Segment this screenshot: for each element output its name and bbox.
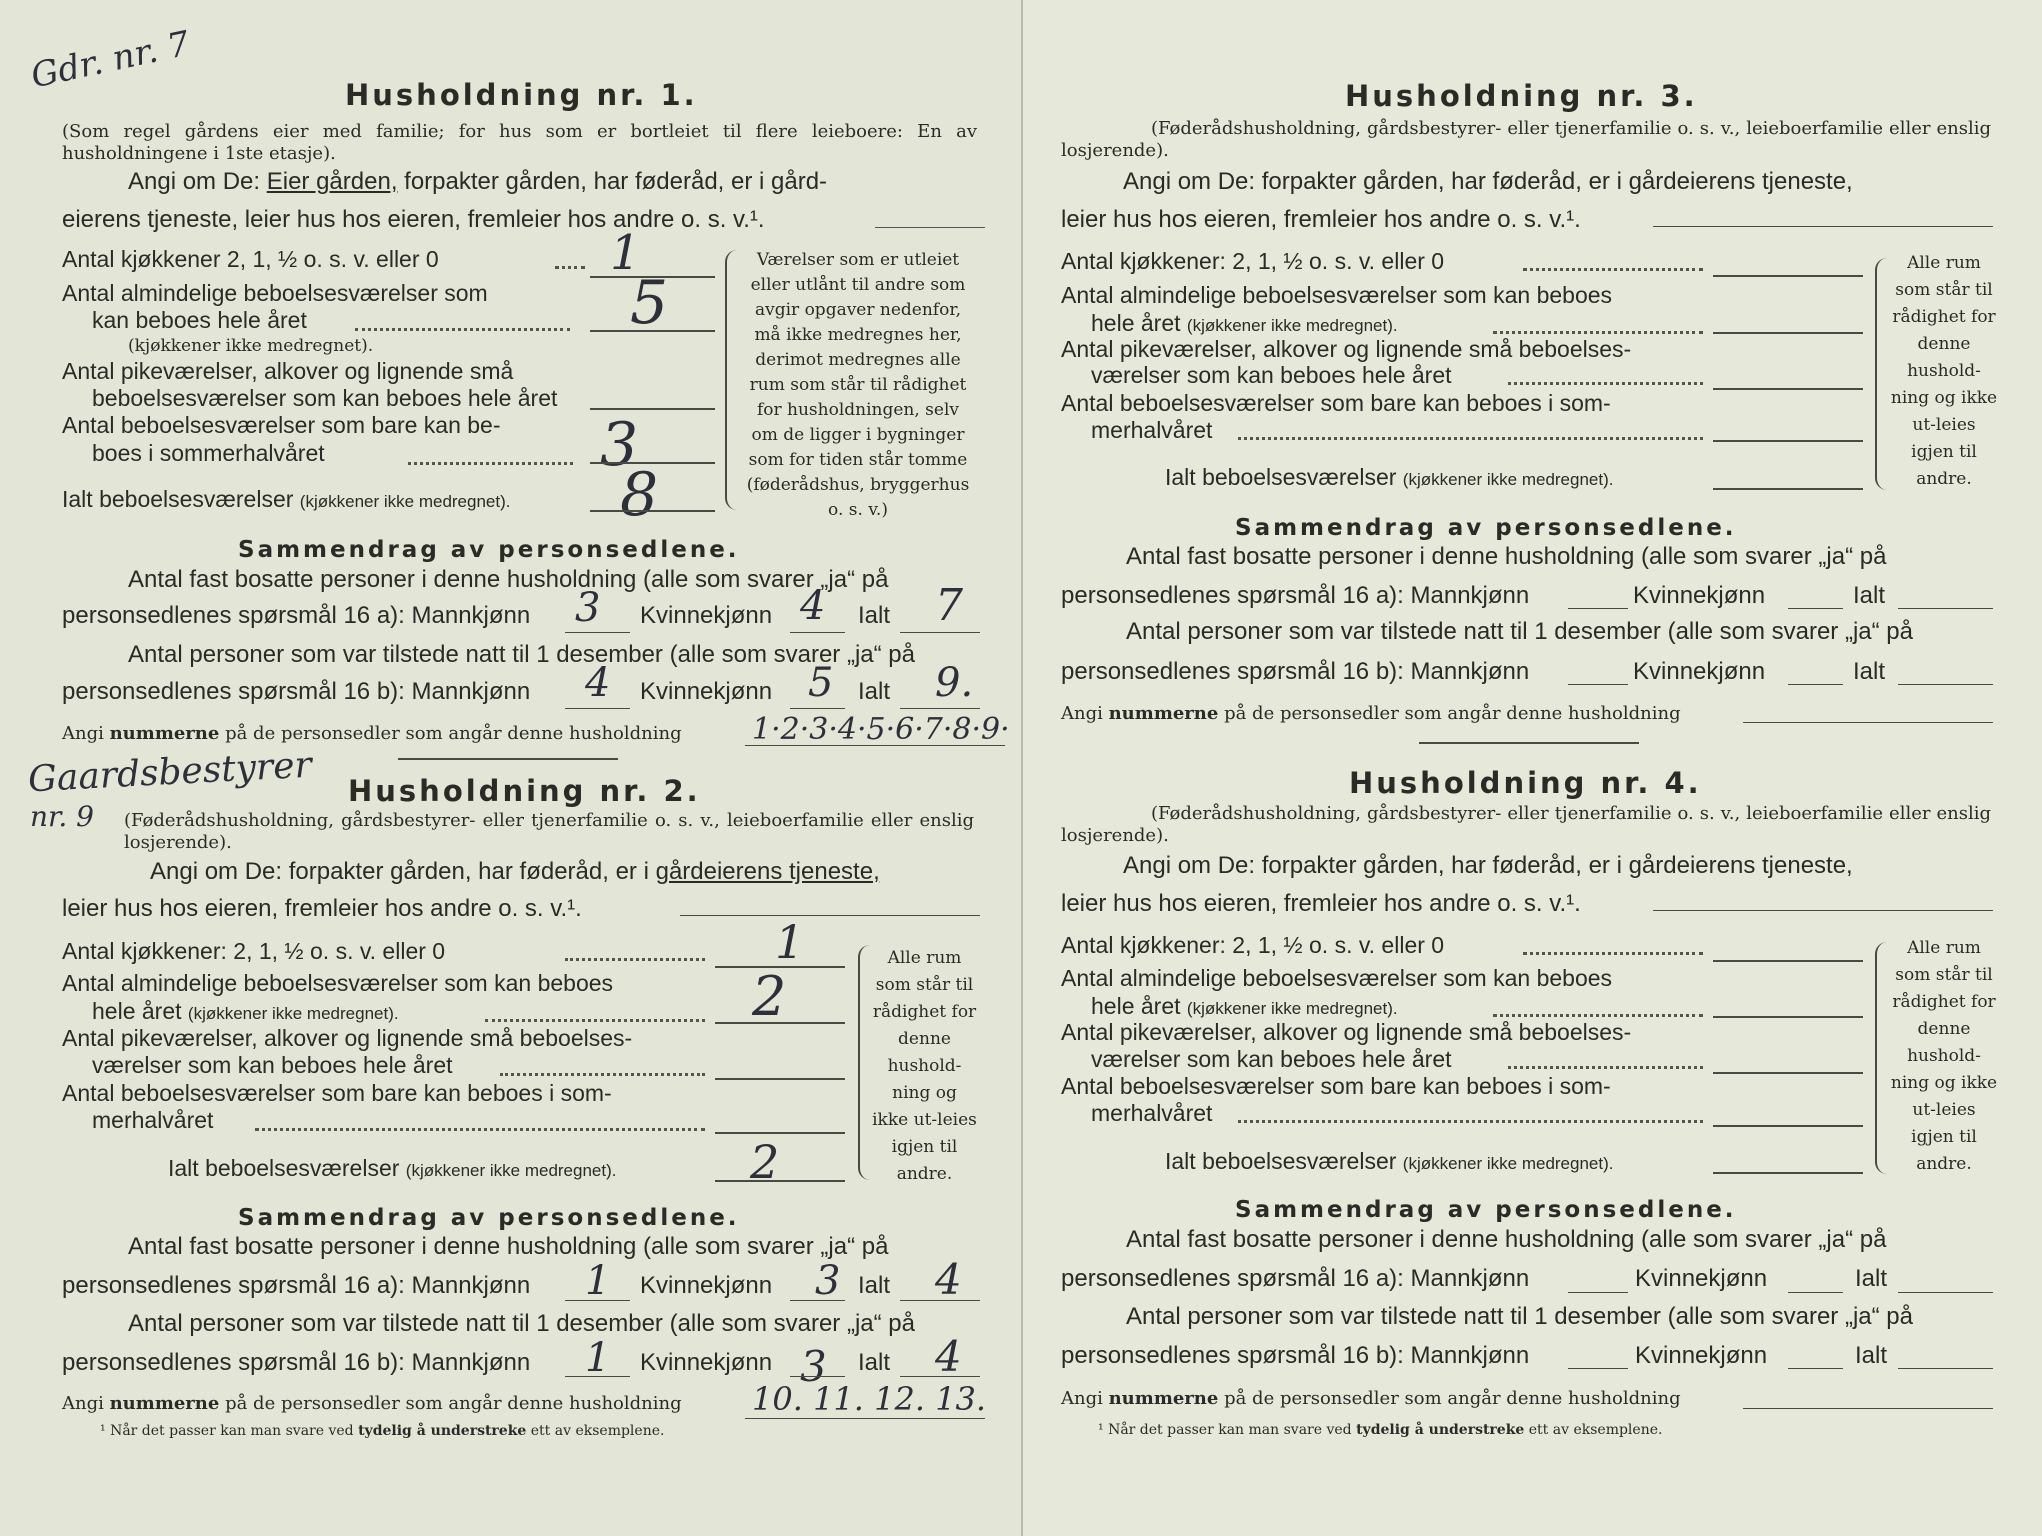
- dots: [555, 266, 585, 269]
- right-footnote: ¹ Når det passer kan man svare ved tydelig å understreke ett av eksemplene.: [1098, 1422, 1663, 1438]
- h2-tilst-kvinne-label: Kvinnekjønn: [640, 1349, 773, 1376]
- h1-alm-value: 5: [630, 268, 669, 338]
- rule: [1713, 440, 1863, 442]
- h1-fast-ialt-value: 7: [935, 580, 963, 631]
- rule: [590, 330, 715, 332]
- h3-sommer-a: Antal beboelsesværelser som bare kan beboes i som-: [1061, 390, 1611, 416]
- h2-title: Husholdning nr. 2.: [348, 774, 701, 808]
- h2-ialt-label: Ialt beboelsesværelser (kjøkkener ikke medregnet).: [168, 1155, 617, 1181]
- h2-alm-value: 2: [752, 965, 787, 1028]
- rule: [1568, 684, 1628, 685]
- rule: [1788, 1368, 1843, 1369]
- h3-nummer-label: Angi nummerne på de personsedler som angår denne husholdning: [1061, 703, 1681, 724]
- h2-nummer-value: 10. 11. 12. 13.: [752, 1380, 987, 1418]
- h4-pike-a: Antal pikeværelser, alkover og lignende små beboelses-: [1061, 1019, 1632, 1045]
- h1-summary-title: Sammendrag av personsedlene.: [238, 537, 740, 563]
- h2-tilst-line: personsedlenes spørsmål 16 b): Mannkjønn: [62, 1349, 531, 1376]
- h4-nummer-label: Angi nummerne på de personsedler som angår denne husholdning: [1061, 1388, 1681, 1409]
- h1-tilst-line: personsedlenes spørsmål 16 b): Mannkjønn: [62, 678, 531, 705]
- h4-alm-a: Antal almindelige beboelsesværelser som kan beboes: [1061, 965, 1613, 991]
- dots: [255, 1128, 705, 1131]
- rule: [790, 708, 845, 709]
- h3-tilst-kvinne-label: Kvinnekjønn: [1633, 658, 1766, 685]
- h1-fast-mann-value: 3: [575, 585, 601, 631]
- rule: [1788, 684, 1843, 685]
- h1-note: (Som regel gårdens eier med familie; for hus som er bortleiet til flere leieboere: En av husholdningene i 1ste etasje).: [62, 121, 977, 164]
- dots: [1523, 268, 1703, 271]
- h3-angi-line1: Angi om De: forpakter gården, har føderåd, er i gårdeierens tjeneste,: [1123, 168, 1853, 195]
- h1-tilst-ialt-label: Ialt: [858, 678, 891, 705]
- h4-fast-line: personsedlenes spørsmål 16 a): Mannkjønn: [1061, 1265, 1530, 1292]
- h4-fast-a: Antal fast bosatte personer i denne husholdning (alle som svarer „ja“ på: [1126, 1226, 1887, 1253]
- h1-fast-line: personsedlenes spørsmål 16 a): Mannkjønn: [62, 602, 531, 629]
- h4-note: (Føderådshusholdning, gårdsbestyrer- eller tjenerfamilie o. s. v., leieboerfamilie eller enslig losjerende).: [1061, 803, 1991, 846]
- h2-tjeneste-underlined: gårdeierens tjeneste,: [655, 858, 880, 885]
- h1-nummer-label: Angi nummerne på de personsedler som angår denne husholdning: [62, 723, 682, 744]
- h1-tilst-kvinne-value: 5: [808, 660, 834, 706]
- dots: [1238, 437, 1703, 440]
- dots: [485, 1019, 705, 1022]
- h2-fast-ialt-value: 4: [935, 1255, 962, 1304]
- dots: [1508, 382, 1703, 385]
- h1-sommer-a: Antal beboelsesværelser som bare kan be-: [62, 412, 501, 438]
- h3-ialt-label: Ialt beboelsesværelser (kjøkkener ikke medregnet).: [1165, 464, 1614, 490]
- h1-sommer-value: 3: [600, 410, 639, 480]
- rule: [1568, 1292, 1628, 1293]
- rule: [715, 1078, 845, 1080]
- h4-angi-line1: Angi om De: forpakter gården, har føderåd, er i gårdeierens tjeneste,: [1123, 852, 1853, 879]
- h3-brace: [1875, 258, 1889, 490]
- dots: [1238, 1120, 1703, 1123]
- rule: [715, 1132, 845, 1134]
- h2-pike-b: værelser som kan beboes hele året: [92, 1052, 453, 1078]
- rule: [1713, 1016, 1863, 1018]
- dots: [1493, 331, 1703, 334]
- h4-sommer-a: Antal beboelsesværelser som bare kan beboes i som-: [1061, 1073, 1611, 1099]
- rule: [790, 632, 845, 633]
- h3-separator: [1419, 742, 1639, 744]
- right-page: [1021, 0, 2042, 1536]
- rule: [715, 1022, 845, 1024]
- h1-alm-a: Antal almindelige beboelsesværelser som: [62, 280, 488, 306]
- h1-tilst-a: Antal personer som var tilstede natt til 1 desember (alle som svarer „ja“ på: [128, 641, 915, 668]
- h1-fast-ialt-label: Ialt: [858, 602, 891, 629]
- rule: [900, 1300, 980, 1301]
- h1-ialt-value: 8: [620, 460, 659, 530]
- rule: [565, 632, 630, 633]
- rule: [1713, 488, 1863, 490]
- h3-fast-a: Antal fast bosatte personer i denne husholdning (alle som svarer „ja“ på: [1126, 543, 1887, 570]
- rule: [1713, 332, 1863, 334]
- h2-nummer-label: Angi nummerne på de personsedler som angår denne husholdning: [62, 1393, 682, 1414]
- h3-side-note: Alle rum som står til rådighet for denne hushold-ning og ikke ut-leies igjen til andre.: [1890, 253, 1998, 489]
- h4-fast-ialt-label: Ialt: [1855, 1265, 1888, 1292]
- rule: [1788, 608, 1843, 609]
- h1-sommer-b: boes i sommerhalvåret: [92, 440, 325, 466]
- h4-fast-kvinne-label: Kvinnekjønn: [1635, 1265, 1768, 1292]
- margin-note-nr9: nr. 9: [30, 800, 94, 833]
- h3-fast-ialt-label: Ialt: [1853, 582, 1886, 609]
- h2-kjokken-label: Antal kjøkkener: 2, 1, ½ o. s. v. eller 0: [62, 938, 446, 964]
- h2-brace: [858, 945, 872, 1180]
- h1-tilst-kvinne-label: Kvinnekjønn: [640, 678, 773, 705]
- h1-ialt-label: Ialt beboelsesværelser (kjøkkener ikke medregnet).: [62, 486, 511, 512]
- h4-title: Husholdning nr. 4.: [1349, 766, 1702, 800]
- h1-brace: [725, 250, 741, 510]
- h2-angi-line2: leier hus hos eieren, fremleier hos andre o. s. v.¹.: [62, 895, 582, 922]
- h1-pike-a: Antal pikeværelser, alkover og lignende små: [62, 358, 514, 384]
- h4-tilst-ialt-label: Ialt: [1855, 1342, 1888, 1369]
- h2-angi-line1: Angi om De: forpakter gården, har føderåd, er i gårdeierens tjeneste,: [150, 858, 880, 885]
- h3-alm-b-line: hele året (kjøkkener ikke medregnet).: [1091, 310, 1398, 336]
- rule: [565, 1300, 630, 1301]
- dots: [1493, 1014, 1703, 1017]
- h3-tilst-line: personsedlenes spørsmål 16 b): Mannkjønn: [1061, 658, 1530, 685]
- rule: [790, 1376, 845, 1377]
- h2-fast-ialt-label: Ialt: [858, 1272, 891, 1299]
- h1-kjokken-label: Antal kjøkkener 2, 1, ½ o. s. v. eller 0: [62, 246, 439, 272]
- h3-title: Husholdning nr. 3.: [1345, 79, 1698, 113]
- h2-ialt-value: 2: [750, 1135, 780, 1189]
- rule: [1653, 226, 1993, 227]
- rule: [680, 915, 980, 916]
- rule: [1568, 608, 1628, 609]
- dots: [1508, 1066, 1703, 1069]
- h3-tilst-a: Antal personer som var tilstede natt til 1 desember (alle som svarer „ja“ på: [1126, 618, 1913, 645]
- h2-summary-title: Sammendrag av personsedlene.: [238, 1205, 740, 1231]
- dots: [408, 462, 573, 465]
- margin-note-gdr: Gdr. nr. 7: [27, 23, 194, 97]
- h2-fast-a: Antal fast bosatte personer i denne husholdning (alle som svarer „ja“ på: [128, 1233, 889, 1260]
- h1-title: Husholdning nr. 1.: [345, 78, 698, 112]
- h2-fast-line: personsedlenes spørsmål 16 a): Mannkjønn: [62, 1272, 531, 1299]
- h3-sommer-b: merhalvåret: [1091, 417, 1213, 443]
- rule: [745, 745, 1005, 746]
- rule: [1898, 1368, 1993, 1369]
- rule: [1713, 388, 1863, 390]
- h1-tilst-mann-value: 4: [585, 660, 611, 706]
- h3-alm-a: Antal almindelige beboelsesværelser som kan beboes: [1061, 282, 1613, 308]
- h4-tilst-line: personsedlenes spørsmål 16 b): Mannkjønn: [1061, 1342, 1530, 1369]
- h4-alm-b-line: hele året (kjøkkener ikke medregnet).: [1091, 993, 1398, 1019]
- rule: [1898, 684, 1993, 685]
- h2-alm-a: Antal almindelige beboelsesværelser som kan beboes: [62, 970, 614, 996]
- rule: [565, 1376, 630, 1377]
- rule: [1743, 1408, 1993, 1409]
- h4-tilst-a: Antal personer som var tilstede natt til 1 desember (alle som svarer „ja“ på: [1126, 1303, 1913, 1330]
- rule: [1898, 608, 1993, 609]
- h4-summary-title: Sammendrag av personsedlene.: [1235, 1197, 1737, 1223]
- rule: [1713, 960, 1863, 962]
- h2-fast-kvinne-label: Kvinnekjønn: [640, 1272, 773, 1299]
- h2-tilst-ialt-label: Ialt: [858, 1349, 891, 1376]
- h2-fast-mann-value: 1: [585, 1258, 611, 1304]
- h1-eier-underlined: Eier gården,: [266, 168, 398, 195]
- h1-fast-kvinne-label: Kvinnekjønn: [640, 602, 773, 629]
- h2-fast-kvinne-value: 3: [815, 1258, 841, 1304]
- dots: [1523, 952, 1703, 955]
- h2-tilst-kvinne-value: 3: [800, 1342, 827, 1391]
- h1-tilst-ialt-value: 9.: [935, 660, 974, 706]
- h4-angi-line2: leier hus hos eieren, fremleier hos andre o. s. v.¹.: [1061, 890, 1581, 917]
- dots: [355, 328, 570, 331]
- h1-angi-line2: eierens tjeneste, leier hus hos eieren, fremleier hos andre o. s. v.¹.: [62, 206, 765, 233]
- h3-angi-line2: leier hus hos eieren, fremleier hos andre o. s. v.¹.: [1061, 206, 1581, 233]
- rule: [1713, 1125, 1863, 1127]
- h1-fast-kvinne-value: 4: [800, 583, 826, 629]
- h3-fast-line: personsedlenes spørsmål 16 a): Mannkjønn: [1061, 582, 1530, 609]
- h1-nummer-value: 1·2·3·4·5·6·7·8·9·: [752, 712, 1010, 747]
- h3-pike-b: værelser som kan beboes hele året: [1091, 362, 1452, 388]
- h3-tilst-ialt-label: Ialt: [1853, 658, 1886, 685]
- h2-note: (Føderådshusholdning, gårdsbestyrer- eller tjenerfamilie o. s. v., leieboerfamilie eller enslig losjerende).: [124, 810, 974, 853]
- h1-separator: [398, 758, 618, 760]
- h4-pike-b: værelser som kan beboes hele året: [1091, 1046, 1452, 1072]
- rule: [790, 1300, 845, 1301]
- h1-alm-b: kan beboes hele året: [92, 307, 307, 333]
- rule: [745, 1418, 985, 1419]
- rule: [1713, 1072, 1863, 1074]
- rule: [565, 708, 630, 709]
- rule: [1653, 910, 1993, 911]
- rule: [590, 510, 715, 512]
- h4-ialt-label: Ialt beboelsesværelser (kjøkkener ikke medregnet).: [1165, 1148, 1614, 1174]
- rule: [1898, 1292, 1993, 1293]
- h1-pike-b: beboelsesværelser som kan beboes hele året: [92, 385, 558, 411]
- rule: [1713, 1172, 1863, 1174]
- h3-pike-a: Antal pikeværelser, alkover og lignende små beboelses-: [1061, 336, 1632, 362]
- h2-tilst-ialt-value: 4: [935, 1332, 962, 1381]
- h2-sommer-a: Antal beboelsesværelser som bare kan beboes i som-: [62, 1080, 612, 1106]
- left-footnote: ¹ Når det passer kan man svare ved tydelig å understreke ett av eksemplene.: [100, 1423, 665, 1439]
- h2-side-note: Alle rum som står til rådighet for denne hushold-ning og ikke ut-leies igjen til andre.: [872, 948, 977, 1184]
- dots: [500, 1073, 705, 1076]
- h3-kjokken-label: Antal kjøkkener: 2, 1, ½ o. s. v. eller 0: [1061, 248, 1445, 274]
- margin-note-gaardsbestyrer: Gaardsbestyrer: [27, 744, 313, 801]
- rule: [1743, 722, 1993, 723]
- h3-note: (Føderådshusholdning, gårdsbestyrer- eller tjenerfamilie o. s. v., leieboerfamilie eller enslig losjerende).: [1061, 118, 1991, 161]
- h3-fast-kvinne-label: Kvinnekjønn: [1633, 582, 1766, 609]
- h2-kjokken-value: 1: [775, 915, 805, 969]
- rule: [715, 1180, 845, 1182]
- h2-tilst-mann-value: 1: [585, 1335, 611, 1381]
- rule: [1713, 275, 1863, 277]
- h1-alm-c: (kjøkkener ikke medregnet).: [128, 336, 374, 356]
- h4-brace: [1875, 942, 1889, 1174]
- rule: [900, 632, 980, 633]
- h1-angi-line: [875, 227, 985, 228]
- rule: [900, 1376, 980, 1377]
- h4-kjokken-label: Antal kjøkkener: 2, 1, ½ o. s. v. eller 0: [1061, 932, 1445, 958]
- h1-kjokken-value: 1: [610, 225, 641, 281]
- h2-alm-b-line: hele året (kjøkkener ikke medregnet).: [92, 998, 399, 1024]
- h4-tilst-kvinne-label: Kvinnekjønn: [1635, 1342, 1768, 1369]
- dots: [565, 958, 705, 961]
- rule: [1788, 1292, 1843, 1293]
- h4-sommer-b: merhalvåret: [1091, 1100, 1213, 1126]
- rule: [1568, 1368, 1628, 1369]
- rule: [900, 708, 980, 709]
- h2-pike-a: Antal pikeværelser, alkover og lignende små beboelses-: [62, 1025, 633, 1051]
- h2-sommer-b: merhalvåret: [92, 1107, 214, 1133]
- h1-fast-a: Antal fast bosatte personer i denne husholdning (alle som svarer „ja“ på: [128, 566, 889, 593]
- h4-side-note: Alle rum som står til rådighet for denne hushold-ning og ikke ut-leies igjen til andre.: [1890, 938, 1998, 1174]
- h3-summary-title: Sammendrag av personsedlene.: [1235, 515, 1737, 541]
- h1-angi-line1: Angi om De: Eier gården, forpakter gården, har føderåd, er i gård-: [128, 168, 828, 195]
- h1-side-note: Værelser som er utleiet eller utlånt til andre som avgir opgaver nedenfor, må ikke medregnes her, derimot medregnes alle rum som står til rådighet for husholdningen, selv om de ligger i bygninger som for tiden står tomme (føderådshus, bryggerhus o. s. v.): [746, 250, 970, 520]
- h2-tilst-a: Antal personer som var tilstede natt til 1 desember (alle som svarer „ja“ på: [128, 1310, 915, 1337]
